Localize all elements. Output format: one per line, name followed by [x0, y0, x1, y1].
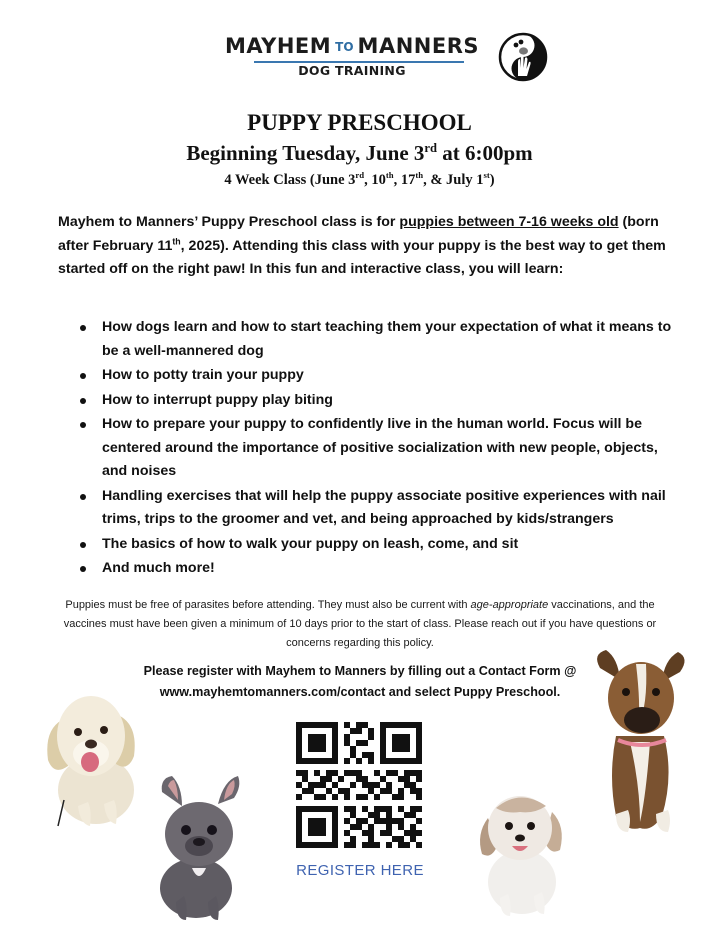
- dates-mid-3: , & July 1: [423, 172, 484, 188]
- dates-sup-1: rd: [355, 170, 365, 181]
- havanese-puppy-image: [470, 778, 570, 918]
- bullet-dot: [80, 542, 86, 548]
- list-item-text: The basics of how to walk your puppy on leash, come, and sit: [102, 535, 519, 552]
- intro-age-range: puppies between 7-16 weeks old: [399, 214, 619, 230]
- class-dates: [0, 172, 719, 189]
- boxer-puppy-image: [586, 646, 694, 836]
- intro-paragraph: [58, 211, 668, 282]
- dates-mid-2: , 17: [393, 172, 416, 188]
- note-part-2: vaccinations, and the vaccines must have been given a minimum of 10 days prior to the start of class. Please reach out if you have questions or concerns regarding this policy.: [63, 599, 657, 649]
- list-item: [58, 485, 678, 532]
- list-item: [58, 533, 678, 557]
- dates-sup-3: th: [415, 170, 424, 181]
- page-title: PUPPY PRESCHOOL: [247, 110, 472, 135]
- bullet-dot: [80, 325, 86, 331]
- register-line-2[interactable]: www.mayhemtomanners.com/contact and select Puppy Preschool.: [159, 685, 561, 699]
- register-here-link[interactable]: REGISTER HERE: [296, 862, 424, 879]
- list-item-text: How dogs learn and how to start teaching them your expectation of what it means to be a well-mannered dog: [102, 319, 672, 359]
- register-line-1: Please register with Mayhem to Manners by filling out a Contact Form @: [143, 664, 577, 678]
- start-date-suffix: rd: [424, 141, 438, 155]
- dates-sup-4: st: [483, 170, 490, 181]
- intro-part-3: , 2025). Attending this class with your puppy is the best way to get them started off on the right paw! In this fun and interactive class, you will learn:: [58, 237, 666, 277]
- dates-tail: ): [489, 172, 495, 188]
- dates-lead: 4 Week Class (June 3: [224, 172, 356, 188]
- bullet-dot: [80, 398, 86, 404]
- bullet-dot: [80, 373, 86, 379]
- bullet-dot: [80, 494, 86, 500]
- dates-mid-1: , 10: [364, 172, 386, 188]
- list-item: [58, 389, 678, 413]
- list-item: [58, 557, 678, 581]
- mayhem-to-manners-logo: [216, 32, 556, 90]
- start-time-text: at 6:00pm: [437, 141, 533, 165]
- intro-part-1: Mayhem to Manners’ Puppy Preschool class is for: [58, 214, 400, 230]
- list-item-text: How to potty train your puppy: [102, 367, 304, 383]
- logo-word-manners: MANNERS: [357, 34, 479, 58]
- list-item-text: And much more!: [102, 560, 215, 576]
- list-item: [58, 364, 678, 388]
- logo-wordmark: [216, 32, 488, 61]
- registration-instructions: [110, 661, 610, 703]
- logo-word-to: TO: [335, 40, 354, 54]
- intro-part-2: (born after February 11: [58, 214, 659, 254]
- paw-handprint-icon: [498, 32, 548, 82]
- logo-subtitle: DOG TRAINING: [298, 63, 406, 78]
- qr-code[interactable]: [296, 722, 422, 848]
- french-bulldog-puppy-image: [142, 772, 254, 922]
- list-item-text: How to prepare your puppy to confidently live in the human world. Focus will be centered around the importance of positive socialization with new people, objects, and noises: [102, 416, 658, 479]
- list-item: [58, 316, 678, 363]
- dates-sup-2: th: [385, 170, 394, 181]
- note-part-1: Puppies must be free of parasites before attending. They must also be current with: [65, 599, 471, 611]
- golden-retriever-puppy-image: [34, 680, 146, 830]
- health-policy-note: [60, 596, 660, 653]
- logo-word-mayhem: MAYHEM: [224, 34, 332, 58]
- list-item-text: Handling exercises that will help the puppy associate positive experiences with nail trims, trips to the groomer and vet, and being approached by kids/strangers: [102, 487, 666, 527]
- list-item: [58, 413, 678, 484]
- learning-topics-list: [58, 316, 678, 582]
- list-item-text: How to interrupt puppy play biting: [102, 391, 333, 408]
- intro-date-suffix: th: [172, 235, 181, 246]
- bullet-dot: [80, 422, 86, 428]
- bullet-dot: [80, 566, 86, 572]
- start-date-heading: [0, 141, 719, 166]
- note-italic: age-appropriate: [470, 599, 549, 611]
- start-date-text: Beginning Tuesday, June 3: [186, 141, 425, 165]
